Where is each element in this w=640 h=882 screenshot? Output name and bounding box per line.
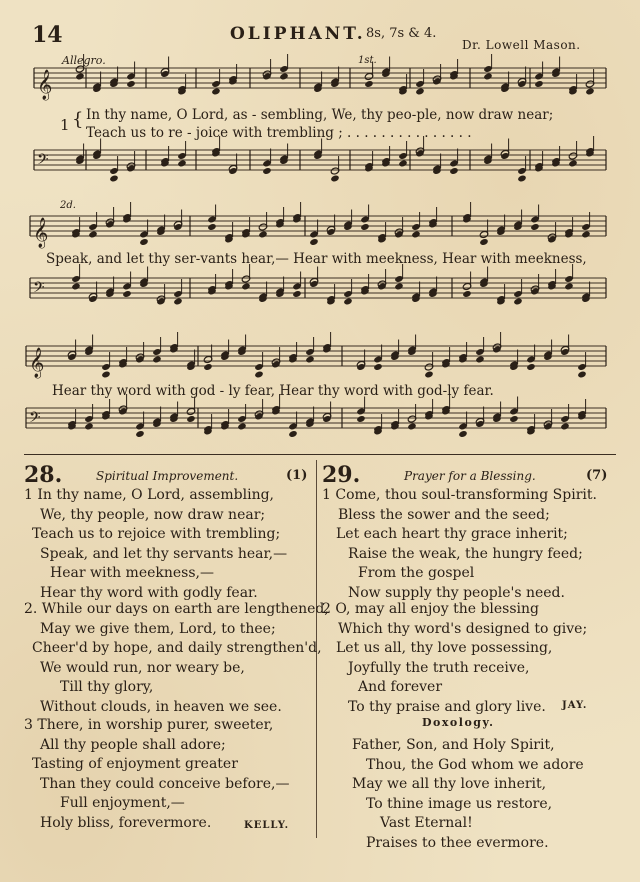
verse-line: Praises to thee evermore. [366,834,549,851]
first-ending-label: 1st. [358,55,377,66]
note-head [139,238,148,246]
verse-line: Teach us to rejoice with trembling; [32,526,281,543]
note-head [577,371,586,379]
note-head [398,160,407,168]
note-head [305,356,314,364]
bass-clef: 𝄢 [33,279,45,300]
composer: Dr. Lowell Mason. [462,38,581,52]
section-rule [24,454,616,455]
verse-line: Hear thy word with godly fear. [40,584,258,601]
verse-line: To thy praise and glory live. [348,698,546,715]
note-head [530,223,539,231]
attribution: KELLY. [244,820,290,831]
note-head [407,423,416,431]
note-head [241,283,250,291]
stanza-2 [24,600,329,718]
note-head [424,371,433,379]
verse-line: Father, Son, and Holy Spirit, [352,737,555,753]
note-head [101,371,110,379]
verse-line: Raise the weak, the hungry feed; [348,545,583,562]
note-head [135,430,144,438]
note-head [364,80,373,88]
note-head [109,175,118,183]
note-head [126,80,135,88]
note-head [309,238,318,246]
verse-line: Than they could conceive before,— [40,775,290,792]
verse-line: And forever [358,679,443,696]
note-head [84,423,93,431]
note-head [411,231,420,239]
bass-clef: 𝄢 [29,409,41,430]
hymn-title: Prayer for a Blessing. [404,469,536,483]
verse-line: 1 In thy name, O Lord, assembling, [24,487,275,503]
note-head [373,363,382,371]
verse-line: Let us all, thy love possessing, [336,640,553,657]
second-ending-label: 2d. [60,200,76,211]
verse-line: Till thy glory, [60,679,154,696]
tempo-marking: Allegro. [62,54,106,67]
note-head [356,415,365,423]
verse-line: Tasting of enjoyment greater [32,756,238,773]
note-head [71,283,80,291]
note-head [415,88,424,96]
note-head [526,363,535,371]
note-head [475,356,484,364]
note-head [585,88,594,96]
note-head [581,231,590,239]
verse-line: We would run, nor weary be, [40,659,245,676]
note-head [279,73,288,81]
verse-line: Holy bliss, forevermore. [40,814,212,831]
note-head [211,88,220,96]
treble-clef: 𝄞 [37,70,53,100]
verse-line: Thou, the God whom we adore [366,756,584,773]
stanza-2 [322,600,587,718]
note-head [513,298,522,306]
treble-clef: 𝄞 [29,348,45,378]
verse-number: 1 [60,116,70,134]
verse-line: Bless the sower and the seed; [338,506,550,523]
verse-line: 1 Come, thou soul-transforming Spirit. [322,487,597,503]
doxology [322,736,584,854]
verse-line: May we give them, Lord, to thee; [40,620,276,637]
bass-clef: 𝄢 [37,151,49,172]
verse-line: To thine image us restore, [366,795,553,812]
verse-line: Which thy word's designed to give; [338,620,588,637]
note-head [330,175,339,183]
note-head [458,430,467,438]
attribution: JAY. [562,700,588,711]
note-head [186,415,195,423]
hymn-reference: (1) [286,468,308,483]
verse-line: We, thy people, now draw near; [40,506,266,523]
note-head [449,167,458,175]
note-head [203,363,212,371]
verse-line: May we all thy love inherit, [352,776,547,793]
verse-line: Hear with meekness,— [50,565,214,582]
verse-line: Full enjoyment,— [60,795,185,812]
note-head [122,290,131,298]
verse-line: All thy people shall adore; [40,736,226,753]
note-head [534,80,543,88]
lyrics-line-1: In thy name, O Lord, as - sembling, We, thy peo-ple, now draw near; [86,107,554,123]
note-head [258,231,267,239]
verse-line: From the gospel [358,565,475,582]
page-number: 14 [32,22,63,48]
hymn-number: 28. [24,462,63,488]
note-head [75,73,84,81]
note-head [564,283,573,291]
lyric-brace: { [72,109,84,130]
hymn-reference: (7) [586,468,608,483]
note-head [560,423,569,431]
lyrics-system-3: Hear thy word with god - ly fear, Hear thy word with god-ly fear. [52,383,494,399]
verse-line: 2. While our days on earth are lengthened, [24,601,329,617]
verse-line: Joyfully the truth receive, [348,659,530,676]
doxology-title: Doxology. [422,716,495,729]
stanza-1 [322,486,597,604]
verse-line: 2 O, may all enjoy the blessing [322,601,540,617]
verse-line: Without clouds, in heaven we see. [40,698,282,715]
note-head [517,175,526,183]
note-head [360,223,369,231]
note-head [288,430,297,438]
verse-line: Cheer'd by hope, and daily strengthen'd, [32,640,322,657]
meter: 8s, 7s & 4. [366,26,437,41]
stanza-3 [24,716,289,834]
note-head [568,160,577,168]
note-head [479,238,488,246]
treble-clef: 𝄞 [33,218,49,248]
note-head [254,371,263,379]
note-head [292,290,301,298]
hymn-number: 29. [322,462,361,488]
note-head [207,223,216,231]
note-head [509,415,518,423]
verse-line: 3 There, in worship purer, sweeter, [24,717,274,733]
note-head [462,290,471,298]
verse-line: Vast Eternal! [380,815,473,832]
note-head [88,231,97,239]
note-head [177,160,186,168]
note-head [262,167,271,175]
note-head [343,298,352,306]
note-head [173,298,182,306]
note-head [237,423,246,431]
verse-line: Let each heart thy grace inherit; [336,526,568,543]
verse-line: Now supply thy people's need. [348,584,565,601]
hymn-title: Spiritual Improvement. [96,469,239,483]
lyrics-system-2: Speak, and let thy ser-vants hear,— Hear with meekness, Hear with meekness, [46,251,587,267]
verse-line: Speak, and let thy servants hear,— [40,545,288,562]
note-head [483,73,492,81]
tune-name: OLIPHANT. [230,24,366,44]
note-head [152,356,161,364]
stanza-1 [24,486,287,604]
lyrics-line-2: Teach us to re - joice with trembling ; . . . . . . . . . . . . . . . [86,125,472,141]
note-head [394,283,403,291]
